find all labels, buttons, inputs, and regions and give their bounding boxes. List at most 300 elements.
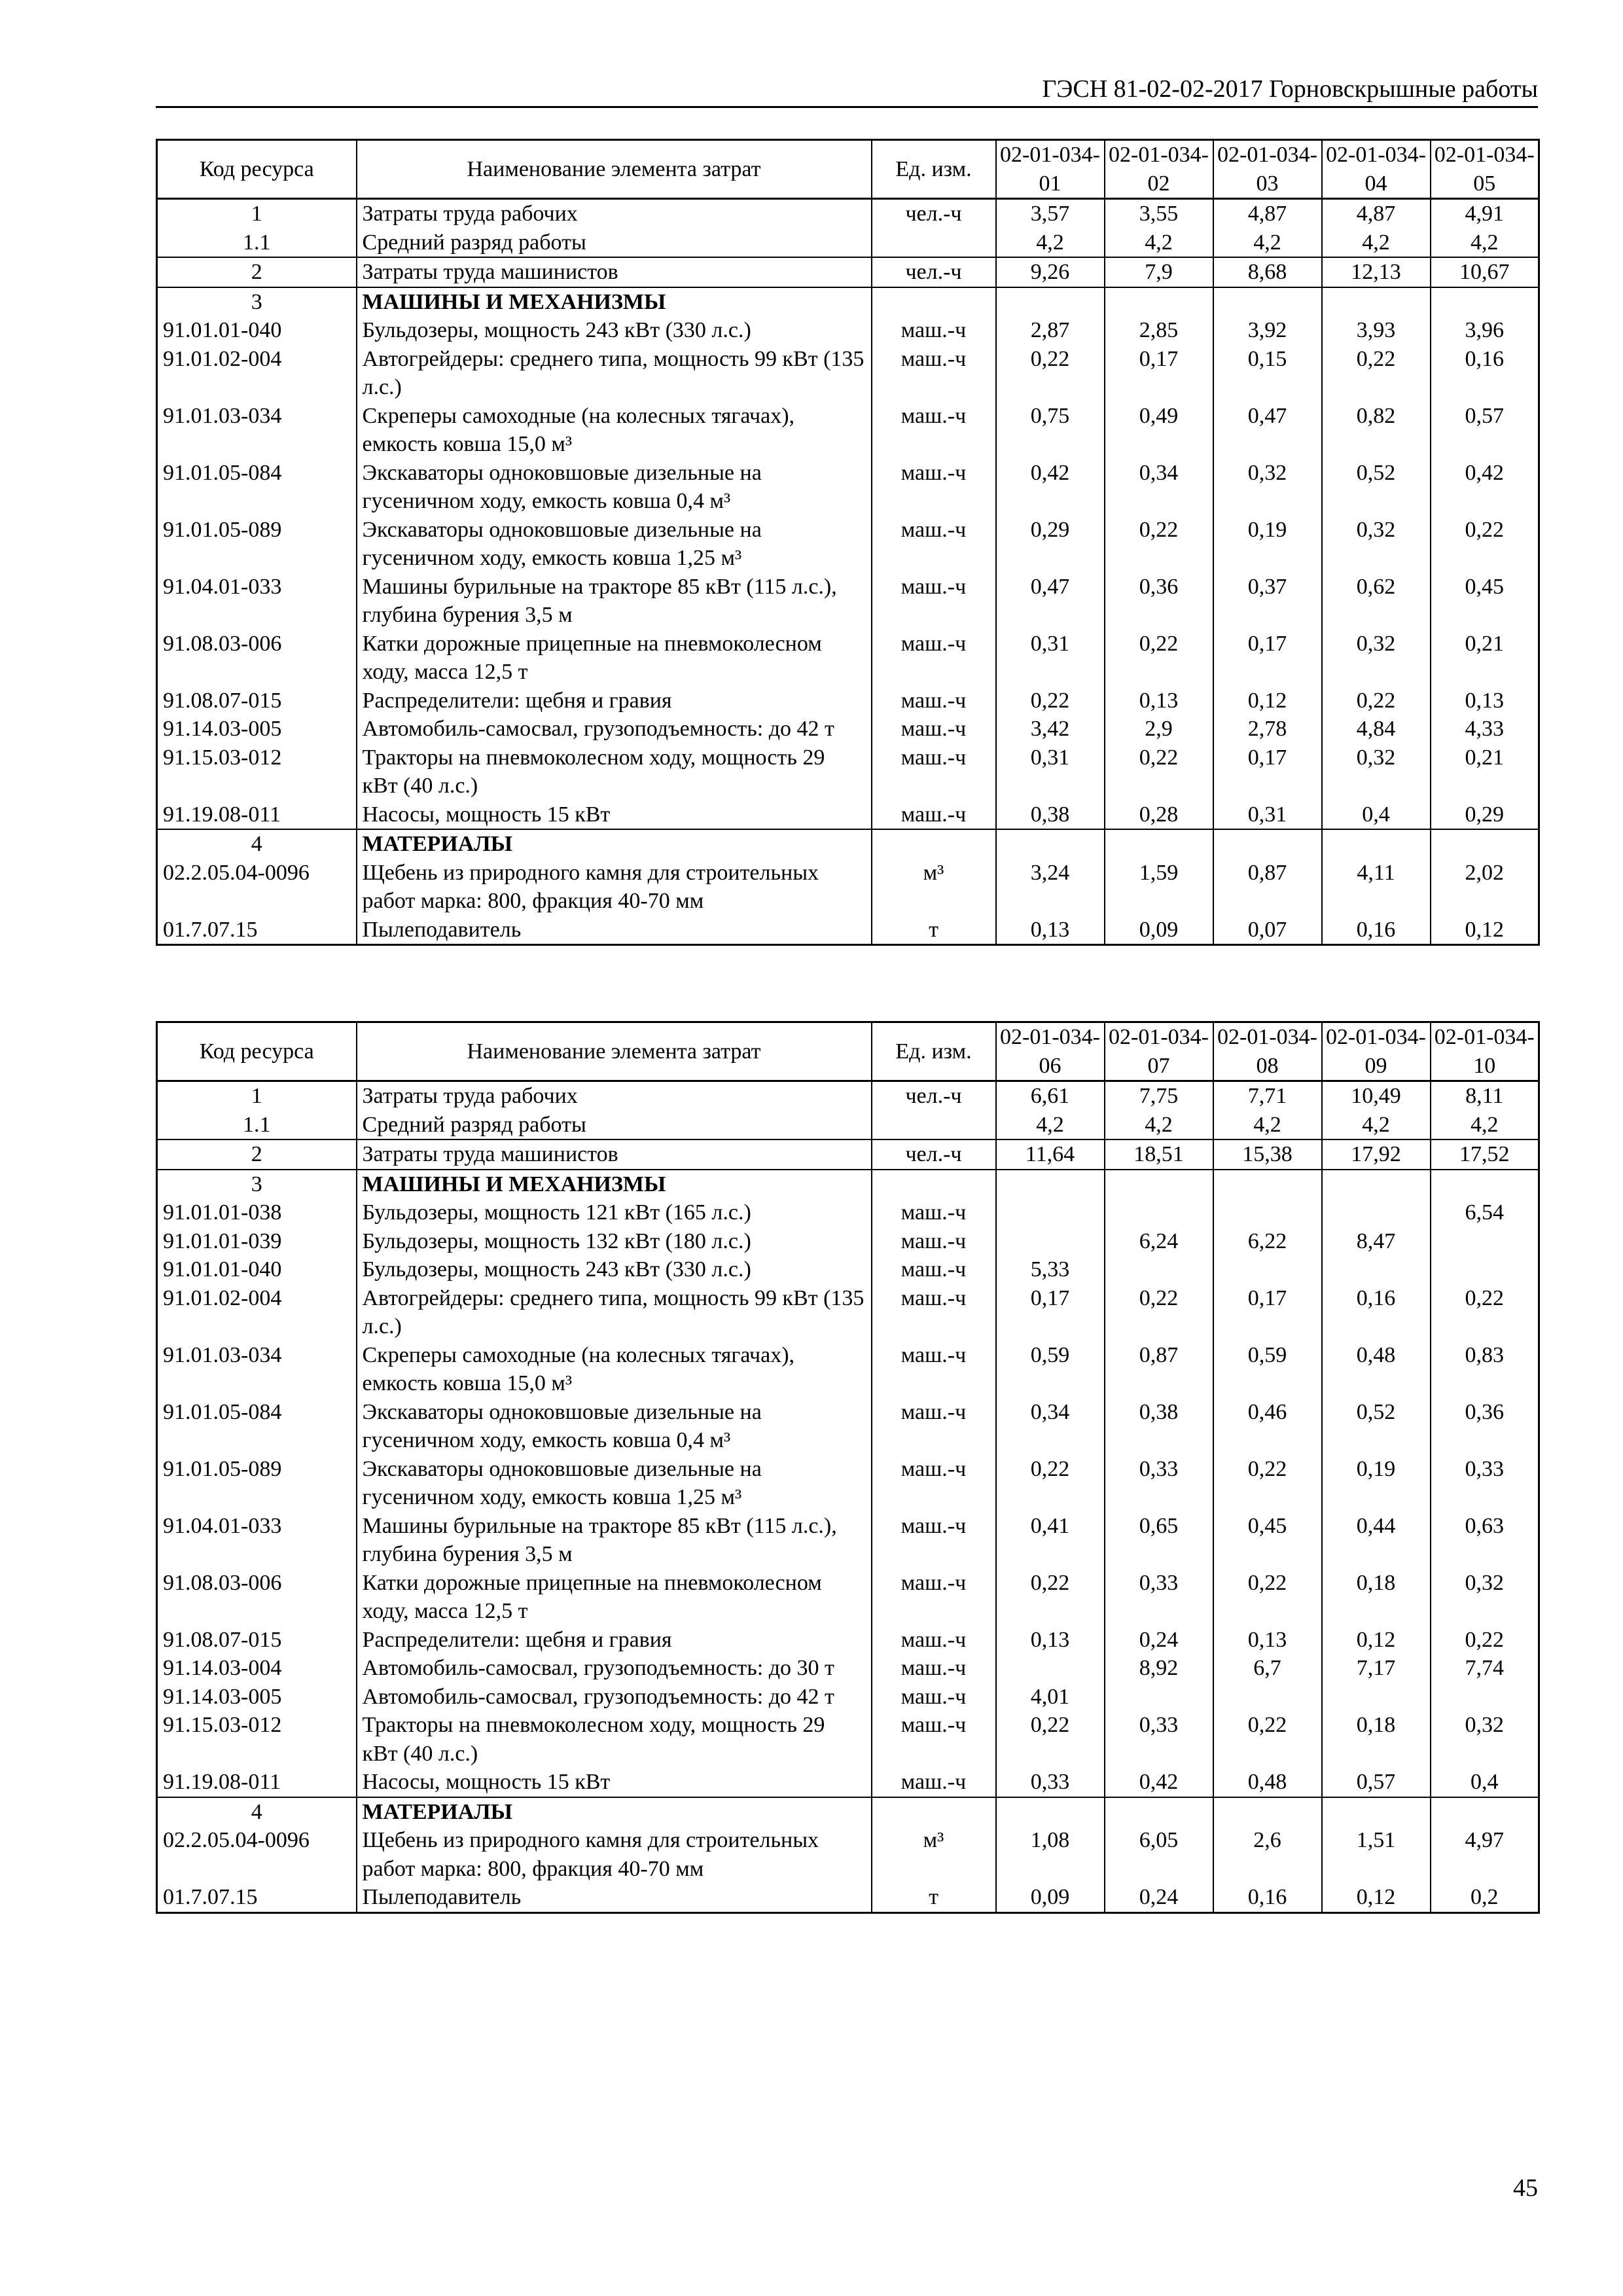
norm-value-cell: [1431, 1797, 1539, 1827]
norm-value-cell: 0,38: [1105, 1398, 1213, 1455]
norm-value-cell: 0,18: [1322, 1569, 1431, 1626]
unit-cell: маш.-ч: [872, 516, 996, 573]
resource-code-cell: 1: [157, 199, 357, 228]
resource-name-cell: Тракторы на пневмоколесном ходу, мощность 29 кВт (40 л.с.): [357, 744, 872, 800]
unit-cell: маш.-ч: [872, 1711, 996, 1768]
table-row: [157, 1683, 1539, 1712]
norm-value-cell: 4,97: [1431, 1826, 1539, 1883]
norm-value-cell: 1,51: [1322, 1826, 1431, 1883]
norm-value-cell: 0,47: [1213, 402, 1322, 459]
table-row: [157, 1768, 1539, 1797]
table-row: [157, 687, 1539, 715]
unit-cell: маш.-ч: [872, 744, 996, 800]
unit-cell: маш.-ч: [872, 1512, 996, 1569]
norm-value-cell: 0,33: [1431, 1455, 1539, 1512]
norm-value-cell: 1,59: [1105, 859, 1213, 916]
resource-code-cell: 91.01.01-040: [157, 316, 357, 345]
resource-code-cell: 02.2.05.04-0096: [157, 1826, 357, 1883]
col-header-norm: 02-01-034-06: [996, 1022, 1105, 1081]
col-header-unit: Ед. изм.: [872, 140, 996, 199]
norm-value-cell: 7,71: [1213, 1081, 1322, 1111]
table-row: [157, 402, 1539, 459]
resource-name-cell: Затраты труда рабочих: [357, 199, 872, 228]
norm-value-cell: 0,4: [1322, 800, 1431, 830]
norm-value-cell: 0,34: [996, 1398, 1105, 1455]
table-row: [157, 1711, 1539, 1768]
norm-value-cell: [1213, 1198, 1322, 1227]
norm-value-cell: 0,62: [1322, 573, 1431, 630]
resource-code-cell: 91.14.03-005: [157, 1683, 357, 1712]
table-row: [157, 1569, 1539, 1626]
norm-value-cell: [1322, 1198, 1431, 1227]
norm-value-cell: 0,17: [1213, 1284, 1322, 1341]
norm-value-cell: 0,59: [1213, 1341, 1322, 1398]
norm-value-cell: 8,92: [1105, 1654, 1213, 1683]
norm-value-cell: 0,87: [1213, 859, 1322, 916]
col-header-norm: 02-01-034-01: [996, 140, 1105, 199]
resource-code-cell: 01.7.07.15: [157, 916, 357, 945]
resource-name-cell: Щебень из природного камня для строительных работ марка: 800, фракция 40-70 мм: [357, 859, 872, 916]
norm-value-cell: 6,61: [996, 1081, 1105, 1111]
unit-cell: чел.-ч: [872, 257, 996, 287]
col-header-norm: 02-01-034-04: [1322, 140, 1431, 199]
resource-code-cell: 91.01.05-089: [157, 1455, 357, 1512]
norm-value-cell: 4,01: [996, 1683, 1105, 1712]
table-body: [157, 199, 1539, 945]
norm-value-cell: [1213, 1255, 1322, 1284]
unit-cell: маш.-ч: [872, 1626, 996, 1655]
norm-value-cell: 0,65: [1105, 1512, 1213, 1569]
resource-name-cell: Распределители: щебня и гравия: [357, 687, 872, 715]
resource-code-cell: 91.19.08-011: [157, 1768, 357, 1797]
running-header: ГЭСН 81-02-02-2017 Горновскрышные работы: [156, 72, 1538, 108]
table-row: [157, 1512, 1539, 1569]
norm-value-cell: 3,55: [1105, 199, 1213, 228]
table-row: [157, 1654, 1539, 1683]
norm-value-cell: [1431, 1170, 1539, 1199]
norm-value-cell: 0,15: [1213, 345, 1322, 402]
norm-value-cell: 4,11: [1322, 859, 1431, 916]
norm-value-cell: 6,7: [1213, 1654, 1322, 1683]
resource-name-cell: МАТЕРИАЛЫ: [357, 829, 872, 859]
table-row: [157, 1198, 1539, 1227]
norm-value-cell: 0,22: [1105, 630, 1213, 687]
resource-code-cell: 01.7.07.15: [157, 1883, 357, 1912]
norm-value-cell: [1213, 1683, 1322, 1712]
col-header-norm: 02-01-034-09: [1322, 1022, 1431, 1081]
norm-value-cell: 0,22: [1322, 687, 1431, 715]
norm-value-cell: 0,48: [1322, 1341, 1431, 1398]
norm-value-cell: [1431, 829, 1539, 859]
unit-cell: [872, 287, 996, 317]
norm-value-cell: 6,05: [1105, 1826, 1213, 1883]
norm-value-cell: 12,13: [1322, 257, 1431, 287]
unit-cell: маш.-ч: [872, 459, 996, 516]
resource-name-cell: Тракторы на пневмоколесном ходу, мощность 29 кВт (40 л.с.): [357, 1711, 872, 1768]
table-row: [157, 1626, 1539, 1655]
table-row: [157, 257, 1539, 287]
resource-code-cell: 91.01.02-004: [157, 345, 357, 402]
norm-value-cell: 0,24: [1105, 1883, 1213, 1912]
table-row: [157, 516, 1539, 573]
col-header-name: Наименование элемента затрат: [357, 1022, 872, 1081]
resource-name-cell: Бульдозеры, мощность 132 кВт (180 л.с.): [357, 1227, 872, 1256]
norm-value-cell: [996, 287, 1105, 317]
col-header-norm: 02-01-034-10: [1431, 1022, 1539, 1081]
table-row: [157, 1284, 1539, 1341]
unit-cell: чел.-ч: [872, 1139, 996, 1170]
table-row: [157, 1227, 1539, 1256]
resource-name-cell: Автомобиль-самосвал, грузоподъемность: до 42 т: [357, 1683, 872, 1712]
resource-name-cell: Автогрейдеры: среднего типа, мощность 99 кВт (135 л.с.): [357, 345, 872, 402]
resource-name-cell: Затраты труда машинистов: [357, 257, 872, 287]
norm-value-cell: 0,31: [996, 744, 1105, 800]
resource-code-cell: 4: [157, 1797, 357, 1827]
unit-cell: чел.-ч: [872, 1081, 996, 1111]
resource-code-cell: 1.1: [157, 1111, 357, 1140]
norm-value-cell: 10,49: [1322, 1081, 1431, 1111]
norm-value-cell: 0,22: [1213, 1711, 1322, 1768]
norm-value-cell: 0,12: [1322, 1883, 1431, 1912]
page-number: 45: [1513, 2174, 1538, 2202]
resource-name-cell: МАШИНЫ И МЕХАНИЗМЫ: [357, 1170, 872, 1199]
norm-value-cell: 2,87: [996, 316, 1105, 345]
resource-name-cell: Автомобиль-самосвал, грузоподъемность: до 30 т: [357, 1654, 872, 1683]
unit-cell: [872, 1111, 996, 1140]
norm-value-cell: 5,33: [996, 1255, 1105, 1284]
norm-value-cell: 0,31: [996, 630, 1105, 687]
table-row: [157, 1797, 1539, 1827]
norm-value-cell: [996, 1227, 1105, 1256]
norm-value-cell: [1213, 1797, 1322, 1827]
resource-code-cell: 91.01.03-034: [157, 1341, 357, 1398]
table-body: [157, 1081, 1539, 1913]
norm-value-cell: 0,48: [1213, 1768, 1322, 1797]
col-header-norm: 02-01-034-05: [1431, 140, 1539, 199]
norm-value-cell: 3,24: [996, 859, 1105, 916]
resource-cost-table-2: [156, 1021, 1540, 1914]
norm-value-cell: 0,2: [1431, 1883, 1539, 1912]
resource-code-cell: 91.01.01-040: [157, 1255, 357, 1284]
norm-value-cell: 4,33: [1431, 715, 1539, 744]
resource-name-cell: Скреперы самоходные (на колесных тягачах), емкость ковша 15,0 м³: [357, 1341, 872, 1398]
resource-name-cell: Экскаваторы одноковшовые дизельные на гусеничном ходу, емкость ковша 0,4 м³: [357, 459, 872, 516]
norm-value-cell: 4,2: [1322, 1111, 1431, 1140]
resource-code-cell: 2: [157, 257, 357, 287]
norm-value-cell: 0,17: [996, 1284, 1105, 1341]
table-row: [157, 459, 1539, 516]
resource-name-cell: Пылеподавитель: [357, 1883, 872, 1912]
resource-code-cell: 91.01.05-084: [157, 459, 357, 516]
norm-value-cell: [1322, 1170, 1431, 1199]
unit-cell: [872, 829, 996, 859]
norm-value-cell: 3,92: [1213, 316, 1322, 345]
norm-value-cell: [1322, 1797, 1431, 1827]
norm-value-cell: 0,17: [1213, 744, 1322, 800]
table-row: [157, 916, 1539, 945]
table-row: [157, 715, 1539, 744]
norm-value-cell: 0,21: [1431, 744, 1539, 800]
resource-code-cell: 91.08.07-015: [157, 1626, 357, 1655]
norm-value-cell: 0,19: [1322, 1455, 1431, 1512]
norm-value-cell: 0,38: [996, 800, 1105, 830]
resource-name-cell: МАШИНЫ И МЕХАНИЗМЫ: [357, 287, 872, 317]
resource-name-cell: Машины бурильные на тракторе 85 кВт (115 л.с.), глубина бурения 3,5 м: [357, 1512, 872, 1569]
unit-cell: маш.-ч: [872, 1683, 996, 1712]
norm-value-cell: 0,32: [1322, 630, 1431, 687]
norm-value-cell: 0,19: [1213, 516, 1322, 573]
unit-cell: м³: [872, 859, 996, 916]
norm-value-cell: 0,24: [1105, 1626, 1213, 1655]
unit-cell: маш.-ч: [872, 1255, 996, 1284]
norm-value-cell: 4,84: [1322, 715, 1431, 744]
norm-value-cell: 4,2: [1105, 1111, 1213, 1140]
unit-cell: маш.-ч: [872, 573, 996, 630]
resource-code-cell: 2: [157, 1139, 357, 1170]
resource-code-cell: 91.01.05-089: [157, 516, 357, 573]
norm-value-cell: 2,6: [1213, 1826, 1322, 1883]
table-row: [157, 316, 1539, 345]
unit-cell: маш.-ч: [872, 687, 996, 715]
norm-value-cell: 4,2: [1431, 1111, 1539, 1140]
col-header-norm: 02-01-034-03: [1213, 140, 1322, 199]
norm-value-cell: 0,29: [1431, 800, 1539, 830]
resource-code-cell: 1.1: [157, 228, 357, 258]
norm-value-cell: 0,45: [1213, 1512, 1322, 1569]
norm-value-cell: [1105, 829, 1213, 859]
norm-value-cell: [996, 1797, 1105, 1827]
resource-name-cell: Бульдозеры, мощность 243 кВт (330 л.с.): [357, 316, 872, 345]
norm-value-cell: [1213, 829, 1322, 859]
resource-code-cell: 91.04.01-033: [157, 1512, 357, 1569]
resource-name-cell: Насосы, мощность 15 кВт: [357, 800, 872, 830]
norm-value-cell: 0,44: [1322, 1512, 1431, 1569]
norm-value-cell: [1213, 287, 1322, 317]
unit-cell: маш.-ч: [872, 800, 996, 830]
norm-value-cell: 0,36: [1431, 1398, 1539, 1455]
col-header-name: Наименование элемента затрат: [357, 140, 872, 199]
norm-value-cell: 4,2: [1213, 228, 1322, 258]
unit-cell: [872, 1797, 996, 1827]
norm-value-cell: 4,2: [996, 228, 1105, 258]
norm-value-cell: 0,41: [996, 1512, 1105, 1569]
resource-name-cell: Средний разряд работы: [357, 228, 872, 258]
resource-name-cell: МАТЕРИАЛЫ: [357, 1797, 872, 1827]
norm-value-cell: 0,32: [1322, 516, 1431, 573]
resource-name-cell: Катки дорожные прицепные на пневмоколесном ходу, масса 12,5 т: [357, 1569, 872, 1626]
norm-value-cell: 0,52: [1322, 459, 1431, 516]
resource-name-cell: Автомобиль-самосвал, грузоподъемность: до 42 т: [357, 715, 872, 744]
norm-value-cell: 4,2: [1431, 228, 1539, 258]
norm-value-cell: 0,07: [1213, 916, 1322, 945]
unit-cell: чел.-ч: [872, 199, 996, 228]
norm-value-cell: [1431, 1255, 1539, 1284]
norm-value-cell: 4,91: [1431, 199, 1539, 228]
norm-value-cell: 0,32: [1213, 459, 1322, 516]
table-row: [157, 744, 1539, 800]
norm-value-cell: 0,42: [1105, 1768, 1213, 1797]
unit-cell: [872, 1170, 996, 1199]
norm-value-cell: 17,92: [1322, 1139, 1431, 1170]
table-row: [157, 1111, 1539, 1140]
norm-value-cell: 0,12: [1322, 1626, 1431, 1655]
table-row: [157, 287, 1539, 317]
norm-value-cell: 0,52: [1322, 1398, 1431, 1455]
norm-value-cell: 0,63: [1431, 1512, 1539, 1569]
norm-value-cell: 0,49: [1105, 402, 1213, 459]
resource-code-cell: 91.14.03-005: [157, 715, 357, 744]
resource-code-cell: 91.01.05-084: [157, 1398, 357, 1455]
norm-value-cell: [1105, 1683, 1213, 1712]
resource-code-cell: 91.01.02-004: [157, 1284, 357, 1341]
norm-value-cell: 0,82: [1322, 402, 1431, 459]
unit-cell: маш.-ч: [872, 1227, 996, 1256]
norm-value-cell: 0,33: [996, 1768, 1105, 1797]
norm-value-cell: [1105, 1170, 1213, 1199]
unit-cell: маш.-ч: [872, 630, 996, 687]
unit-cell: м³: [872, 1826, 996, 1883]
resource-code-cell: 91.08.03-006: [157, 630, 357, 687]
norm-value-cell: 6,24: [1105, 1227, 1213, 1256]
norm-value-cell: [1431, 1227, 1539, 1256]
norm-value-cell: 3,96: [1431, 316, 1539, 345]
norm-value-cell: 0,83: [1431, 1341, 1539, 1398]
resource-code-cell: 4: [157, 829, 357, 859]
resource-name-cell: Автогрейдеры: среднего типа, мощность 99 кВт (135 л.с.): [357, 1284, 872, 1341]
norm-value-cell: [1431, 1683, 1539, 1712]
norm-value-cell: 7,17: [1322, 1654, 1431, 1683]
norm-value-cell: [996, 1198, 1105, 1227]
resource-name-cell: Катки дорожные прицепные на пневмоколесном ходу, масса 12,5 т: [357, 630, 872, 687]
norm-value-cell: 0,13: [996, 1626, 1105, 1655]
norm-value-cell: 7,74: [1431, 1654, 1539, 1683]
norm-value-cell: 0,17: [1213, 630, 1322, 687]
norm-value-cell: 0,57: [1322, 1768, 1431, 1797]
norm-value-cell: [1105, 1198, 1213, 1227]
norm-value-cell: 0,42: [996, 459, 1105, 516]
resource-code-cell: 91.15.03-012: [157, 744, 357, 800]
table-row: [157, 573, 1539, 630]
norm-value-cell: 4,2: [1322, 228, 1431, 258]
norm-value-cell: 3,93: [1322, 316, 1431, 345]
resource-cost-table-1: [156, 139, 1540, 946]
unit-cell: маш.-ч: [872, 1455, 996, 1512]
table-row: [157, 345, 1539, 402]
resource-name-cell: Скреперы самоходные (на колесных тягачах), емкость ковша 15,0 м³: [357, 402, 872, 459]
resource-name-cell: Экскаваторы одноковшовые дизельные на гусеничном ходу, емкость ковша 0,4 м³: [357, 1398, 872, 1455]
resource-code-cell: 02.2.05.04-0096: [157, 859, 357, 916]
resource-name-cell: Щебень из природного камня для строительных работ марка: 800, фракция 40-70 мм: [357, 1826, 872, 1883]
norm-value-cell: 18,51: [1105, 1139, 1213, 1170]
norm-value-cell: 4,2: [1213, 1111, 1322, 1140]
norm-value-cell: [1322, 287, 1431, 317]
norm-value-cell: 7,9: [1105, 257, 1213, 287]
norm-value-cell: 0,21: [1431, 630, 1539, 687]
norm-value-cell: 4,2: [996, 1111, 1105, 1140]
norm-value-cell: 0,31: [1213, 800, 1322, 830]
norm-value-cell: 8,11: [1431, 1081, 1539, 1111]
norm-value-cell: 0,47: [996, 573, 1105, 630]
norm-value-cell: 8,47: [1322, 1227, 1431, 1256]
norm-value-cell: 0,22: [996, 345, 1105, 402]
table-row: [157, 228, 1539, 258]
norm-value-cell: 0,42: [1431, 459, 1539, 516]
table-row: [157, 1826, 1539, 1883]
norm-value-cell: 0,33: [1105, 1569, 1213, 1626]
norm-value-cell: 0,22: [1105, 516, 1213, 573]
col-header-code: Код ресурса: [157, 140, 357, 199]
resource-name-cell: Бульдозеры, мощность 243 кВт (330 л.с.): [357, 1255, 872, 1284]
norm-value-cell: 3,57: [996, 199, 1105, 228]
unit-cell: маш.-ч: [872, 316, 996, 345]
norm-value-cell: 0,59: [996, 1341, 1105, 1398]
norm-value-cell: 8,68: [1213, 257, 1322, 287]
norm-value-cell: 0,22: [1431, 1284, 1539, 1341]
norm-value-cell: 0,22: [1105, 744, 1213, 800]
norm-value-cell: 0,13: [1431, 687, 1539, 715]
norm-value-cell: [1105, 1255, 1213, 1284]
resource-code-cell: 91.15.03-012: [157, 1711, 357, 1768]
table-row: [157, 199, 1539, 228]
norm-value-cell: 0,32: [1431, 1711, 1539, 1768]
unit-cell: т: [872, 1883, 996, 1912]
norm-value-cell: 0,17: [1105, 345, 1213, 402]
unit-cell: маш.-ч: [872, 715, 996, 744]
col-header-norm: 02-01-034-02: [1105, 140, 1213, 199]
resource-code-cell: 3: [157, 1170, 357, 1199]
resource-code-cell: 91.04.01-033: [157, 573, 357, 630]
norm-value-cell: [1322, 829, 1431, 859]
unit-cell: маш.-ч: [872, 1341, 996, 1398]
norm-value-cell: 0,22: [996, 1569, 1105, 1626]
norm-value-cell: 0,13: [1105, 687, 1213, 715]
resource-name-cell: Машины бурильные на тракторе 85 кВт (115 л.с.), глубина бурения 3,5 м: [357, 573, 872, 630]
col-header-norm: 02-01-034-08: [1213, 1022, 1322, 1081]
norm-value-cell: 4,87: [1322, 199, 1431, 228]
norm-value-cell: [996, 1654, 1105, 1683]
table-row: [157, 829, 1539, 859]
resource-name-cell: Затраты труда рабочих: [357, 1081, 872, 1111]
norm-value-cell: [996, 1170, 1105, 1199]
norm-value-cell: [1431, 287, 1539, 317]
norm-value-cell: 6,22: [1213, 1227, 1322, 1256]
resource-code-cell: 1: [157, 1081, 357, 1111]
norm-value-cell: 0,16: [1213, 1883, 1322, 1912]
norm-value-cell: 0,22: [996, 687, 1105, 715]
unit-cell: маш.-ч: [872, 1284, 996, 1341]
col-header-norm: 02-01-034-07: [1105, 1022, 1213, 1081]
resource-code-cell: 91.01.01-039: [157, 1227, 357, 1256]
norm-value-cell: 9,26: [996, 257, 1105, 287]
norm-value-cell: 0,57: [1431, 402, 1539, 459]
norm-value-cell: 3,42: [996, 715, 1105, 744]
unit-cell: маш.-ч: [872, 402, 996, 459]
norm-value-cell: 4,87: [1213, 199, 1322, 228]
table-row: [157, 1255, 1539, 1284]
norm-value-cell: 0,28: [1105, 800, 1213, 830]
resource-code-cell: 91.01.03-034: [157, 402, 357, 459]
table-row: [157, 1170, 1539, 1199]
unit-cell: маш.-ч: [872, 1398, 996, 1455]
norm-value-cell: 0,22: [1213, 1455, 1322, 1512]
unit-cell: маш.-ч: [872, 1768, 996, 1797]
resource-name-cell: Экскаваторы одноковшовые дизельные на гусеничном ходу, емкость ковша 1,25 м³: [357, 1455, 872, 1512]
resource-name-cell: Экскаваторы одноковшовые дизельные на гусеничном ходу, емкость ковша 1,25 м³: [357, 516, 872, 573]
norm-value-cell: 11,64: [996, 1139, 1105, 1170]
norm-value-cell: 0,18: [1322, 1711, 1431, 1768]
table-row: [157, 1883, 1539, 1912]
table-header-row: [157, 1022, 1539, 1081]
